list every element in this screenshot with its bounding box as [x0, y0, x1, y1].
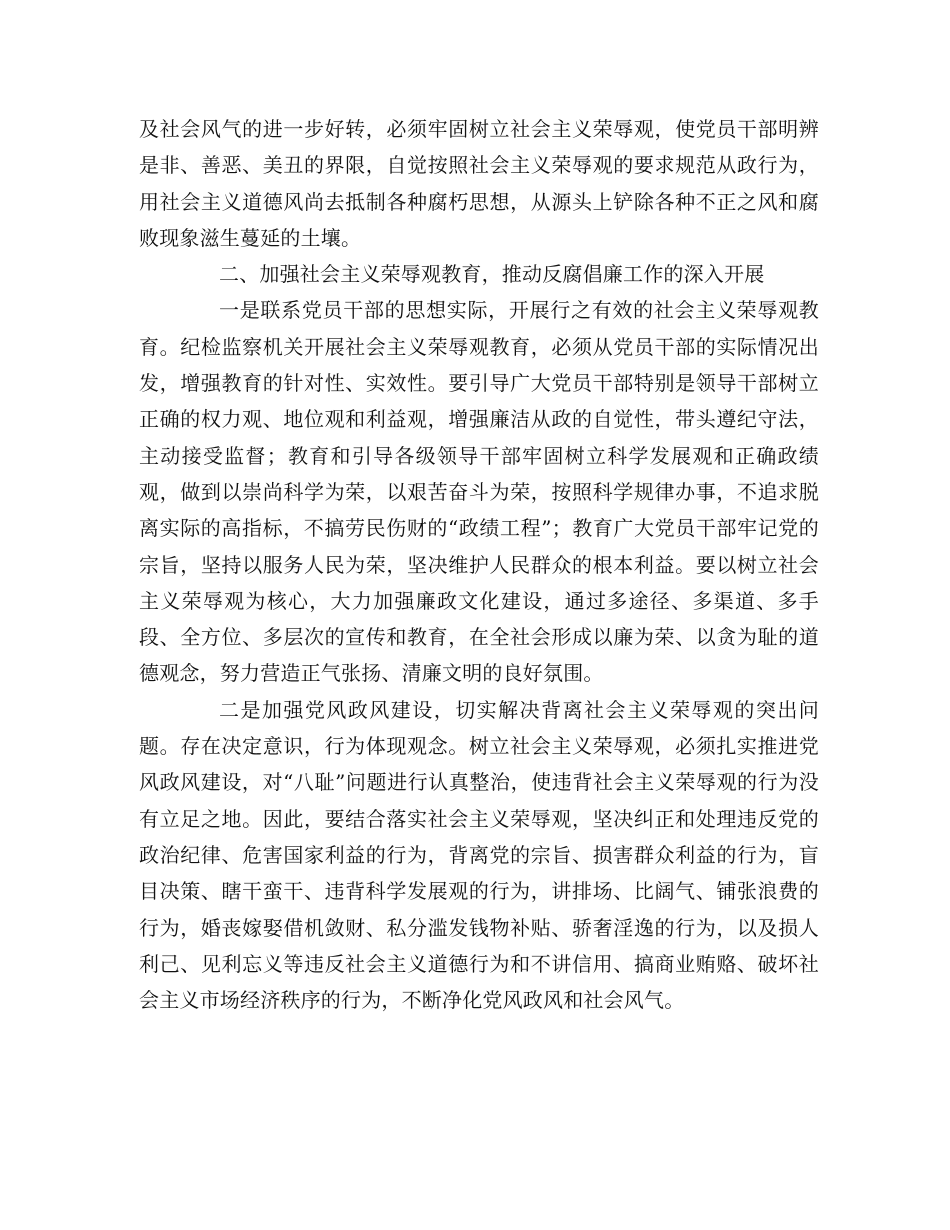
document-body — [139, 111, 819, 1018]
section-heading: 二、加强社会主义荣辱观教育，推动反腐倡廉工作的深入开展 — [219, 262, 765, 287]
paragraph-continuation: 及社会风气的进一步好转，必须牢固树立社会主义荣辱观，使党员干部明辨是非、善恶、美丑的界限，自觉按照社会主义荣辱观的要求规范从政行为，用社会主义道德风尚去抵制各种腐朽思想，从源头上铲除各种不正之风和腐败现象滋生蔓延的土壤。 — [139, 117, 819, 250]
paragraph-second-point: 二是加强党风政风建设，切实解决背离社会主义荣辱观的突出问题。存在决定意识，行为体现观念。树立社会主义荣辱观，必须扎实推进党风政风建设，对“八耻”问题进行认真整治，使违背社会主义荣辱观的行为没有立足之地。因此，要结合落实社会主义荣辱观，坚决纠正和处理违反党的政治纪律、危害国家利益的行为，背离党的宗旨、损害群众利益的行为，盲目决策、瞎干蛮干、违背科学发展观的行为，讲排场、比阔气、铺张浪费的行为，婚丧嫁娶借机敛财、私分滥发钱物补贴、骄奢淫逸的行为，以及损人利己、见利忘义等违反社会主义道德行为和不讲信用、搞商业贿赂、破坏社会主义市场经济秩序的行为，不断净化党风政风和社会风气。 — [139, 697, 819, 1013]
paragraph-first-point: 一是联系党员干部的思想实际，开展行之有效的社会主义荣辱观教育。纪检监察机关开展社会主义荣辱观教育，必须从党员干部的实际情况出发，增强教育的针对性、实效性。要引导广大党员干部特别是领导干部树立正确的权力观、地位观和利益观，增强廉洁从政的自觉性，带头遵纪守法，主动接受监督；教育和引导各级领导干部牢固树立科学发展观和正确政绩观，做到以崇尚科学为荣，以艰苦奋斗为荣，按照科学规律办事，不追求脱离实际的高指标，不搞劳民伤财的“政绩工程”；教育广大党员干部牢记党的宗旨，坚持以服务人民为荣，坚决维护人民群众的根本利益。要以树立社会主义荣辱观为核心，大力加强廉政文化建设，通过多途径、多渠道、多手段、全方位、多层次的宣传和教育，在全社会形成以廉为荣、以贪为耻的道德观念，努力营造正气张扬、清廉文明的良好氛围。 — [139, 298, 819, 686]
